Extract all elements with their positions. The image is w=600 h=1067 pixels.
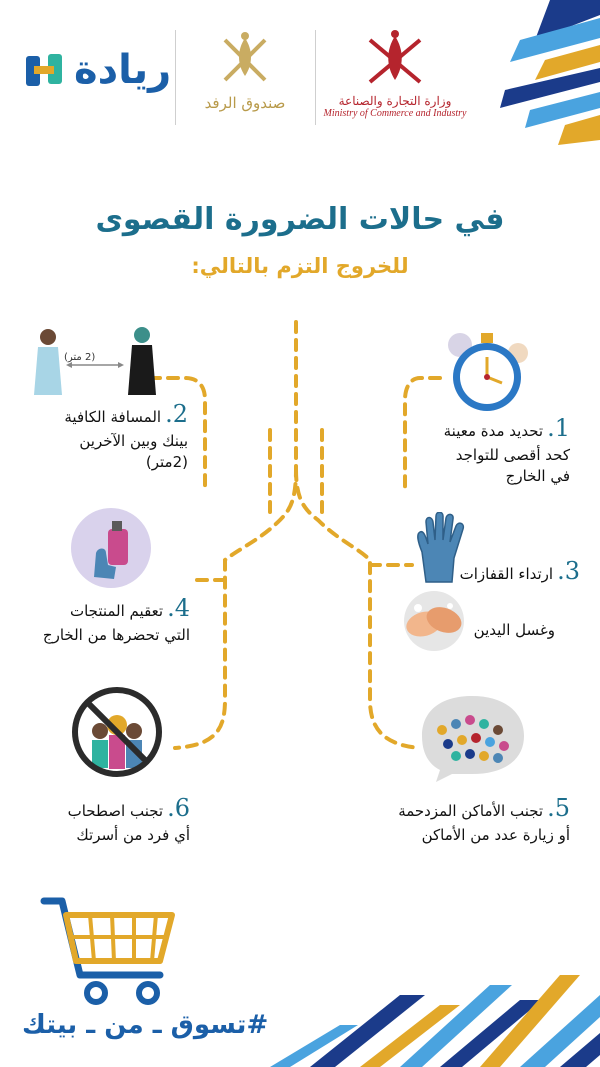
step-5	[320, 792, 570, 846]
step-1	[390, 412, 570, 486]
riyada-wordmark: ريادة	[74, 47, 172, 93]
step-6-line-2: أي فرد من أسرتك	[76, 826, 190, 845]
step-2	[18, 398, 188, 472]
fund-name: صندوق الرفد	[204, 94, 286, 112]
step-6-number: 6.	[167, 794, 190, 822]
shopping-cart-icon	[40, 895, 180, 1010]
step-5-line-1: تجنب الأماكن المزدحمة	[398, 802, 544, 820]
step-5-number: 5.	[547, 794, 570, 822]
step-2-number: 2.	[165, 400, 188, 428]
step-1-line-1: تحديد مدة معينة	[443, 422, 544, 440]
stopwatch-icon	[440, 325, 535, 420]
step-1-line-3: في الخارج	[505, 466, 570, 485]
step-1-line-2: كحد أقصى للتواجد	[455, 446, 570, 465]
step-2-line-2: بينك وبين الآخرين	[79, 432, 188, 451]
hashtag: #تسوق ـ من ـ بيتك	[22, 1010, 269, 1040]
step-4	[0, 592, 190, 646]
step-3-line-1: ارتداء القفازات	[459, 565, 554, 583]
step-3-number: 3.	[557, 557, 580, 585]
bottom-right-decoration	[250, 955, 600, 1067]
step-6	[0, 792, 190, 846]
step-4-number: 4.	[167, 594, 190, 622]
distance-label: (2 متر)	[64, 352, 96, 363]
step-5-line-2: أو زيارة عدد من الأماكن	[421, 826, 570, 845]
step-3	[405, 555, 580, 588]
no-family-icon	[70, 685, 164, 779]
crowd-icon	[412, 690, 530, 782]
step-6-line-1: تجنب اصطحاب	[67, 802, 164, 820]
sanitizer-icon	[66, 507, 156, 589]
page-subtitle: للخروج التزم بالتالي:	[191, 254, 409, 278]
step-4-line-2: التي تحضرها من الخارج	[42, 626, 190, 645]
step-3-extra: وغسل اليدين	[473, 621, 555, 639]
page-title: في حالات الضرورة القصوى	[95, 202, 505, 237]
step-1-number: 1.	[547, 414, 570, 442]
step-2-line-3: (2متر)	[145, 452, 188, 471]
step-4-line-1: تعقيم المنتجات	[69, 602, 164, 620]
ministry-name-ar: وزارة التجارة والصناعة	[338, 94, 452, 108]
ministry-name-en: Ministry of Commerce and Industry	[323, 108, 467, 119]
step-2-line-1: المسافة الكافية	[64, 408, 162, 426]
